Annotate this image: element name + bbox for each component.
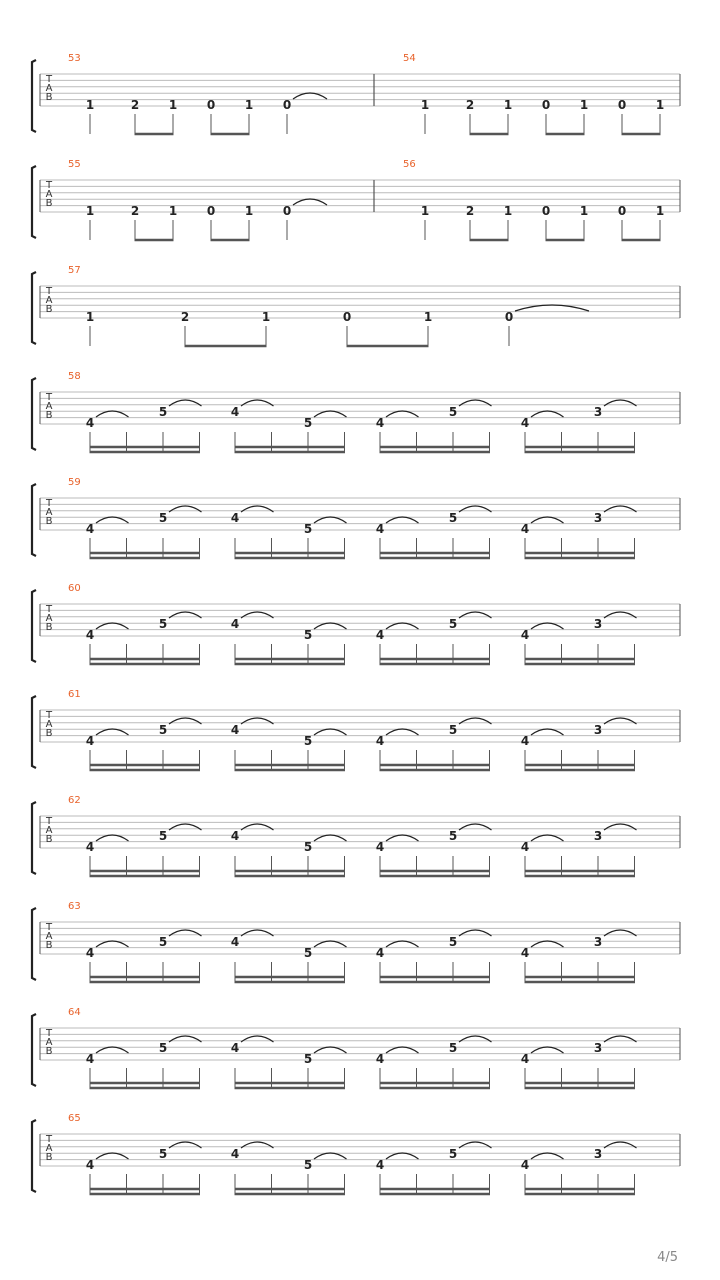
fret-number: 4 — [375, 628, 385, 642]
fret-number: 5 — [448, 511, 458, 525]
tie-arc — [96, 623, 129, 629]
measure-number: 59 — [68, 477, 81, 488]
system-bracket — [32, 802, 36, 874]
fret-number: 5 — [158, 1041, 168, 1055]
fret-number: 4 — [85, 1052, 95, 1066]
fret-number: 1 — [655, 204, 665, 218]
fret-number: 4 — [375, 840, 385, 854]
fret-number: 5 — [448, 829, 458, 843]
tab-clef-letter: A — [45, 507, 53, 518]
fret-number: 5 — [448, 1041, 458, 1055]
fret-number: 2 — [130, 204, 140, 218]
fret-number: 5 — [158, 829, 168, 843]
tie-arc — [386, 517, 419, 523]
fret-number: 1 — [420, 98, 430, 112]
fret-number: 5 — [448, 935, 458, 949]
tab-clef-letter: A — [45, 189, 53, 200]
fret-number: 3 — [593, 405, 603, 419]
tie-arc — [531, 411, 564, 417]
fret-number: 4 — [230, 935, 240, 949]
tab-clef-letter: T — [45, 286, 53, 297]
tie-arc — [531, 729, 564, 735]
tie-arc — [314, 1153, 347, 1159]
fret-number: 1 — [655, 98, 665, 112]
fret-number: 4 — [520, 628, 530, 642]
fret-number: 4 — [230, 405, 240, 419]
fret-number: 1 — [85, 310, 95, 324]
measure-number: 60 — [68, 583, 81, 594]
fret-number: 1 — [85, 98, 95, 112]
system-bracket — [32, 484, 36, 556]
measure-number: 53 — [68, 53, 81, 64]
fret-number: 5 — [303, 416, 313, 430]
measure-number: 65 — [68, 1113, 81, 1124]
fret-number: 4 — [85, 734, 95, 748]
tie-arc — [386, 941, 419, 947]
fret-number: 1 — [244, 98, 254, 112]
tie-arc — [314, 729, 347, 735]
fret-number: 4 — [520, 416, 530, 430]
tab-clef-letter: T — [45, 74, 53, 85]
fret-number: 0 — [282, 98, 292, 112]
fret-number: 4 — [85, 522, 95, 536]
fret-number: 4 — [230, 829, 240, 843]
page-number: 4/5 — [657, 1250, 678, 1265]
fret-number: 4 — [375, 522, 385, 536]
tab-clef-letter: A — [45, 613, 53, 624]
fret-number: 4 — [85, 628, 95, 642]
tab-clef-letter: B — [45, 834, 53, 845]
tie-arc — [531, 835, 564, 841]
fret-number: 5 — [158, 1147, 168, 1161]
fret-number: 5 — [303, 628, 313, 642]
tab-clef-letter: B — [45, 1152, 53, 1163]
fret-number: 4 — [520, 840, 530, 854]
fret-number: 0 — [541, 98, 551, 112]
fret-number: 3 — [593, 829, 603, 843]
fret-number: 4 — [85, 1158, 95, 1172]
fret-number: 3 — [593, 511, 603, 525]
fret-number: 4 — [85, 416, 95, 430]
measure-number: 64 — [68, 1007, 81, 1018]
fret-number: 4 — [230, 511, 240, 525]
fret-number: 5 — [158, 511, 168, 525]
fret-number: 5 — [448, 617, 458, 631]
fret-number: 5 — [303, 522, 313, 536]
fret-number: 0 — [541, 204, 551, 218]
tie-arc — [531, 941, 564, 947]
fret-number: 1 — [168, 98, 178, 112]
tab-clef-letter: A — [45, 931, 53, 942]
fret-number: 5 — [303, 734, 313, 748]
tab-clef-letter: A — [45, 719, 53, 730]
fret-number: 5 — [158, 723, 168, 737]
fret-number: 5 — [448, 405, 458, 419]
tab-clef-letter: B — [45, 1046, 53, 1057]
tab-clef-letter: A — [45, 1143, 53, 1154]
tab-clef-letter: B — [45, 410, 53, 421]
fret-number: 4 — [230, 1147, 240, 1161]
tab-clef-letter: B — [45, 304, 53, 315]
tie-arc — [314, 623, 347, 629]
fret-number: 4 — [230, 1041, 240, 1055]
tie-arc — [293, 93, 327, 99]
tab-clef-letter: B — [45, 728, 53, 739]
tab-clef-letter: T — [45, 392, 53, 403]
fret-number: 4 — [375, 416, 385, 430]
fret-number: 1 — [261, 310, 271, 324]
tie-arc — [531, 623, 564, 629]
system-bracket — [32, 272, 36, 344]
tab-clef-letter: T — [45, 498, 53, 509]
fret-number: 0 — [282, 204, 292, 218]
measure-number: 63 — [68, 901, 81, 912]
tab-clef-letter: T — [45, 922, 53, 933]
tab-clef-letter: B — [45, 92, 53, 103]
fret-number: 1 — [579, 98, 589, 112]
fret-number: 5 — [448, 723, 458, 737]
tab-clef-letter: A — [45, 1037, 53, 1048]
fret-number: 3 — [593, 617, 603, 631]
measure-number: 58 — [68, 371, 81, 382]
tie-arc — [96, 1047, 129, 1053]
fret-number: 5 — [158, 405, 168, 419]
fret-number: 4 — [230, 617, 240, 631]
tab-clef-letter: T — [45, 180, 53, 191]
tie-arc — [386, 411, 419, 417]
fret-number: 5 — [448, 1147, 458, 1161]
tie-arc — [96, 411, 129, 417]
fret-number: 4 — [85, 840, 95, 854]
system-bracket — [32, 166, 36, 238]
fret-number: 3 — [593, 723, 603, 737]
tie-arc — [96, 835, 129, 841]
fret-number: 1 — [85, 204, 95, 218]
fret-number: 1 — [244, 204, 254, 218]
system-bracket — [32, 696, 36, 768]
tab-clef-letter: A — [45, 401, 53, 412]
tab-clef-letter: T — [45, 1134, 53, 1145]
system-bracket — [32, 1014, 36, 1086]
fret-number: 0 — [617, 98, 627, 112]
tab-clef-letter: A — [45, 83, 53, 94]
fret-number: 0 — [342, 310, 352, 324]
fret-number: 2 — [465, 204, 475, 218]
system-bracket — [32, 1120, 36, 1192]
tie-arc — [314, 517, 347, 523]
fret-number: 5 — [303, 946, 313, 960]
system-bracket — [32, 908, 36, 980]
tab-clef-letter: A — [45, 825, 53, 836]
system-bracket — [32, 60, 36, 132]
fret-number: 4 — [520, 946, 530, 960]
fret-number: 4 — [520, 1158, 530, 1172]
tie-arc — [515, 305, 589, 311]
tie-arc — [96, 941, 129, 947]
tie-arc — [96, 517, 129, 523]
fret-number: 2 — [180, 310, 190, 324]
tab-clef-letter: T — [45, 604, 53, 615]
fret-number: 4 — [85, 946, 95, 960]
fret-number: 1 — [503, 98, 513, 112]
fret-number: 1 — [168, 204, 178, 218]
fret-number: 4 — [230, 723, 240, 737]
system-bracket — [32, 378, 36, 450]
fret-number: 0 — [617, 204, 627, 218]
fret-number: 4 — [375, 734, 385, 748]
fret-number: 5 — [303, 1158, 313, 1172]
system-bracket — [32, 590, 36, 662]
tie-arc — [314, 1047, 347, 1053]
tie-arc — [386, 1047, 419, 1053]
fret-number: 3 — [593, 1147, 603, 1161]
tie-arc — [386, 729, 419, 735]
fret-number: 2 — [465, 98, 475, 112]
tie-arc — [531, 517, 564, 523]
measure-number: 62 — [68, 795, 81, 806]
measure-number: 55 — [68, 159, 81, 170]
fret-number: 4 — [520, 522, 530, 536]
tab-clef-letter: A — [45, 295, 53, 306]
tie-arc — [386, 623, 419, 629]
fret-number: 4 — [375, 1052, 385, 1066]
tie-arc — [293, 199, 327, 205]
fret-number: 5 — [158, 935, 168, 949]
fret-number: 1 — [579, 204, 589, 218]
tie-arc — [386, 1153, 419, 1159]
tab-clef-letter: T — [45, 1028, 53, 1039]
fret-number: 3 — [593, 935, 603, 949]
fret-number: 0 — [206, 204, 216, 218]
tab-clef-letter: T — [45, 710, 53, 721]
tab-clef-letter: T — [45, 816, 53, 827]
fret-number: 4 — [375, 1158, 385, 1172]
tie-arc — [386, 835, 419, 841]
fret-number: 1 — [503, 204, 513, 218]
tab-clef-letter: B — [45, 622, 53, 633]
tab-clef-letter: B — [45, 198, 53, 209]
tie-arc — [314, 411, 347, 417]
fret-number: 5 — [303, 1052, 313, 1066]
measure-number: 61 — [68, 689, 81, 700]
tie-arc — [531, 1153, 564, 1159]
tab-clef-letter: B — [45, 516, 53, 527]
fret-number: 4 — [520, 1052, 530, 1066]
fret-number: 0 — [504, 310, 514, 324]
measure-number: 57 — [68, 265, 81, 276]
fret-number: 1 — [423, 310, 433, 324]
tie-arc — [96, 729, 129, 735]
fret-number: 1 — [420, 204, 430, 218]
fret-number: 4 — [520, 734, 530, 748]
fret-number: 3 — [593, 1041, 603, 1055]
fret-number: 4 — [375, 946, 385, 960]
tie-arc — [96, 1153, 129, 1159]
tie-arc — [314, 835, 347, 841]
tie-arc — [531, 1047, 564, 1053]
measure-number: 54 — [403, 53, 416, 64]
tab-clef-letter: B — [45, 940, 53, 951]
fret-number: 2 — [130, 98, 140, 112]
measure-number: 56 — [403, 159, 416, 170]
tie-arc — [314, 941, 347, 947]
fret-number: 5 — [158, 617, 168, 631]
fret-number: 0 — [206, 98, 216, 112]
fret-number: 5 — [303, 840, 313, 854]
